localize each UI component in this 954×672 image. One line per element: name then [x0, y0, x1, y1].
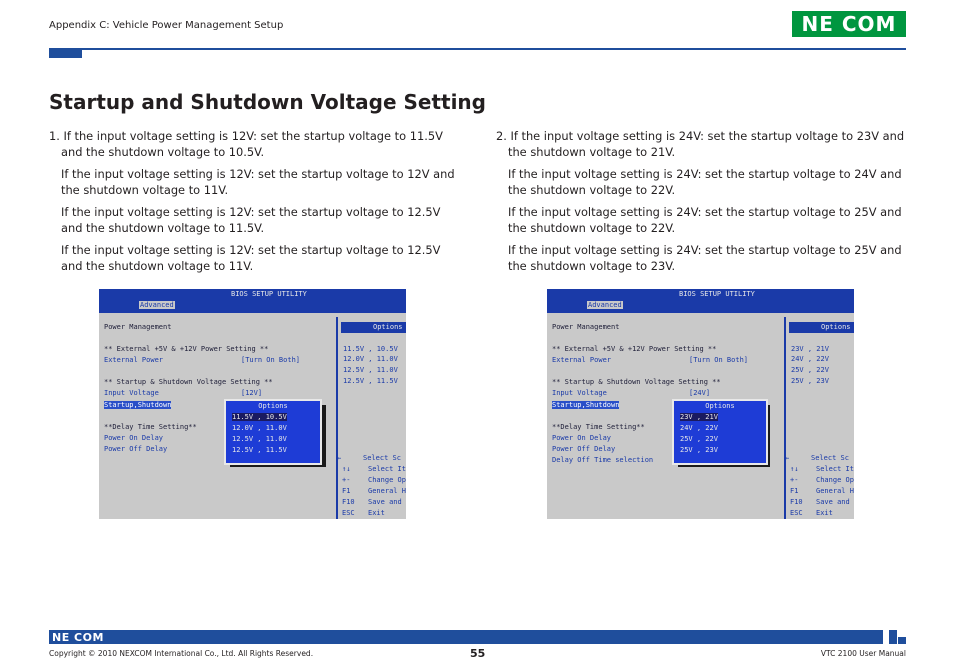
paragraph: If the input voltage setting is 12V: set the startup voltage to 12.5V and the shutdown voltage to 11V.	[61, 243, 441, 273]
popup-option-selected[interactable]: 11.5V , 10.5V	[232, 413, 287, 421]
manual-name: VTC 2100 User Manual	[820, 649, 906, 658]
popup-title: Options	[258, 402, 288, 410]
page-number: 55	[470, 647, 486, 660]
bios-item-power-on-delay[interactable]: Power On Delay	[104, 434, 164, 442]
bios-heading: ** External +5V & +12V Power Setting **	[552, 345, 717, 353]
bios-value: [24V]	[689, 389, 711, 397]
bios-title: BIOS SETUP UTILITY	[231, 290, 307, 298]
help-key: ↑↓	[342, 465, 351, 473]
popup-option[interactable]: 12.0V , 11.0V	[232, 424, 287, 432]
side-option: 23V , 21V	[791, 345, 829, 353]
bios-screenshot-12v	[99, 289, 406, 519]
bios-item-power-off-delay[interactable]: Power Off Delay	[104, 445, 168, 453]
nexcom-logo	[792, 11, 906, 37]
options-popup[interactable]	[224, 399, 322, 465]
help-key: F10	[790, 498, 803, 506]
help-text: Select It	[368, 465, 406, 473]
options-header: Options	[821, 323, 851, 331]
logo-text: NE COM	[801, 12, 897, 36]
bios-value: [Turn On Both]	[241, 356, 301, 364]
bios-heading: ** External +5V & +12V Power Setting **	[104, 345, 269, 353]
options-popup[interactable]	[672, 399, 768, 465]
help-key: ↑↓	[790, 465, 799, 473]
bios-item-power-off-delay[interactable]: Power Off Delay	[552, 445, 616, 453]
help-text: Save and	[368, 498, 402, 506]
footer-marker	[898, 637, 906, 644]
bios-divider	[336, 317, 338, 519]
bios-heading: ** Startup & Shutdown Voltage Setting **	[104, 378, 273, 386]
bios-divider	[784, 317, 786, 519]
popup-title: Options	[705, 402, 735, 410]
paragraph: If the input voltage setting is 12V: set the startup voltage to 12.5V and the shutdown voltage to 11.5V.	[61, 205, 441, 235]
bios-heading: ** Startup & Shutdown Voltage Setting **	[552, 378, 721, 386]
side-option: 12.0V , 11.0V	[343, 355, 398, 363]
bios-item-power-on-delay[interactable]: Power On Delay	[552, 434, 612, 442]
tab-advanced[interactable]: Advanced	[140, 301, 174, 309]
help-text: Change Op	[816, 476, 854, 484]
footer-marker	[889, 630, 897, 644]
bios-value: [Turn On Both]	[689, 356, 749, 364]
paragraph: If the input voltage setting is 24V: set the startup voltage to 25V and the shutdown voltage to 22V.	[508, 205, 902, 235]
paragraph: If the input voltage setting is 12V: set the startup voltage to 12V and the shutdown voltage to 11V.	[61, 167, 455, 197]
help-key: ESC	[790, 509, 803, 517]
left-column	[49, 128, 459, 280]
side-option: 12.5V , 11.5V	[343, 377, 398, 385]
help-key: +-	[790, 476, 799, 484]
header-tab-marker	[49, 49, 82, 58]
help-text: Save and	[816, 498, 850, 506]
bios-heading: **Delay Time Setting**	[104, 423, 197, 431]
side-option: 24V , 22V	[791, 355, 829, 363]
copyright: Copyright © 2010 NEXCOM International Co., Ltd. All Rights Reserved.	[49, 649, 314, 658]
help-text: Change Op	[368, 476, 406, 484]
help-text: Exit	[368, 509, 385, 517]
bios-item-input-voltage[interactable]: Input Voltage	[104, 389, 159, 397]
side-option: 11.5V , 10.5V	[343, 345, 398, 353]
bios-item-external-power[interactable]: External Power	[552, 356, 612, 364]
paragraph: If the input voltage setting is 24V: set the startup voltage to 24V and the shutdown voltage to 22V.	[508, 167, 902, 197]
popup-option[interactable]: 12.5V , 11.5V	[232, 446, 287, 454]
side-option: 25V , 23V	[791, 377, 829, 385]
bios-item-startup-shutdown[interactable]: Startup,Shutdown	[552, 401, 620, 409]
footer-bar	[49, 630, 883, 644]
running-header: Appendix C: Vehicle Power Management Setup	[49, 20, 284, 31]
popup-option[interactable]: 12.5V , 11.0V	[232, 435, 287, 443]
help-key: ESC	[342, 509, 355, 517]
bios-menu-title: Power Management	[104, 323, 172, 331]
help-key: +-	[342, 476, 351, 484]
popup-option[interactable]: 25V , 23V	[680, 446, 718, 454]
bios-item-external-power[interactable]: External Power	[104, 356, 164, 364]
bios-menu-title: Power Management	[552, 323, 620, 331]
popup-option[interactable]: 24V , 22V	[680, 424, 718, 432]
bios-screenshot-24v	[547, 289, 854, 519]
popup-option[interactable]: 25V , 22V	[680, 435, 718, 443]
help-key: F1	[342, 487, 351, 495]
bios-heading: **Delay Time Setting**	[552, 423, 645, 431]
help-key: ←	[337, 454, 342, 462]
popup-option-selected[interactable]: 23V , 21V	[680, 413, 718, 421]
help-key: ←	[785, 454, 790, 462]
bios-title: BIOS SETUP UTILITY	[679, 290, 755, 298]
help-text: General H	[368, 487, 406, 495]
bios-value: [12V]	[241, 389, 263, 397]
help-text: Exit	[816, 509, 833, 517]
paragraph: 1. If the input voltage setting is 12V: set the startup voltage to 11.5V and the shutdown voltage to 10.5V.	[49, 129, 443, 159]
right-column	[496, 128, 906, 280]
help-key: F10	[342, 498, 355, 506]
side-option: 12.5V , 11.0V	[343, 366, 398, 374]
help-key: F1	[790, 487, 799, 495]
paragraph: 2. If the input voltage setting is 24V: set the startup voltage to 23V and the shutdown voltage to 21V.	[496, 129, 905, 159]
help-text: General H	[816, 487, 854, 495]
page-title: Startup and Shutdown Voltage Setting	[49, 90, 486, 114]
bios-item-startup-shutdown[interactable]: Startup,Shutdown	[104, 401, 172, 409]
help-text: Select Sc	[363, 454, 401, 462]
help-text: Select Sc	[811, 454, 849, 462]
header-rule	[49, 48, 906, 50]
bios-item-input-voltage[interactable]: Input Voltage	[552, 389, 607, 397]
tab-advanced[interactable]: Advanced	[588, 301, 622, 309]
paragraph: If the input voltage setting is 24V: set the startup voltage to 25V and the shutdown voltage to 23V.	[508, 243, 902, 273]
side-option: 25V , 22V	[791, 366, 829, 374]
options-header: Options	[373, 323, 403, 331]
help-text: Select It	[816, 465, 854, 473]
footer-logo: NE COM	[52, 631, 104, 644]
bios-item-delay-off-selection[interactable]: Delay Off Time selection	[552, 456, 654, 464]
